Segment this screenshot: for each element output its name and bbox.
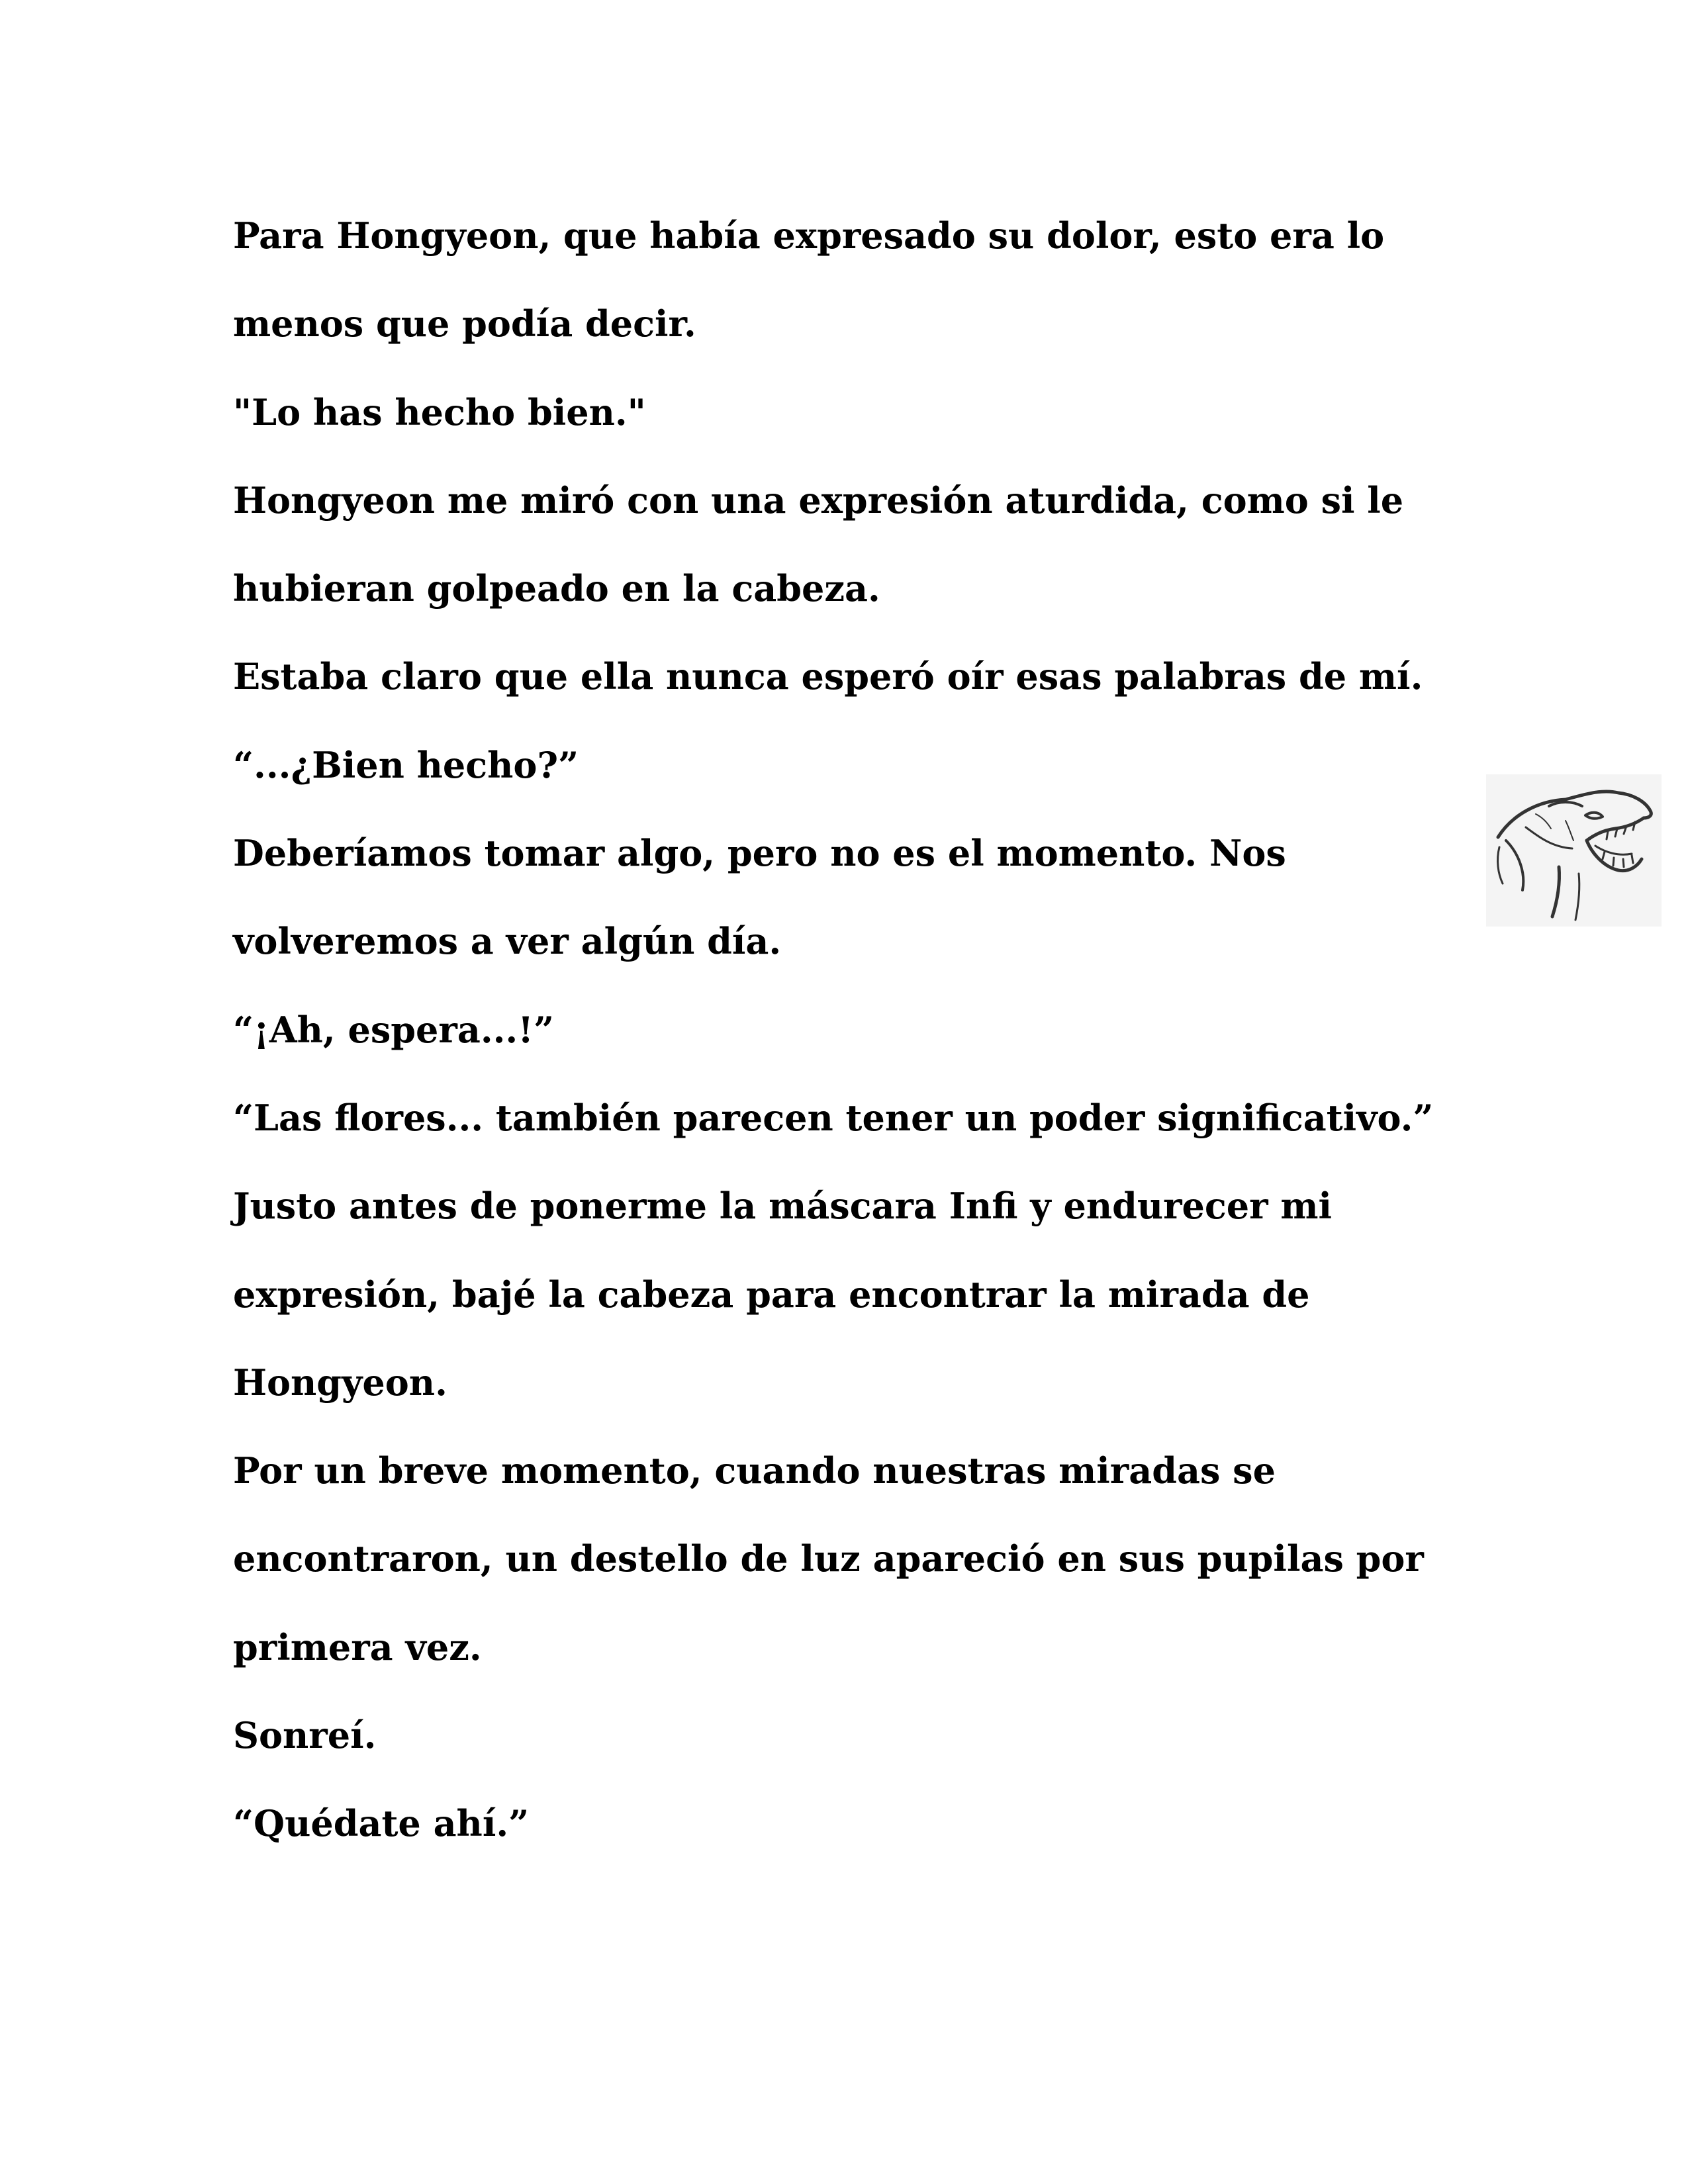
text-line: Sonreí.	[233, 1714, 377, 1757]
text-line: “...¿Bien hecho?”	[233, 743, 579, 786]
text-line: hubieran golpeado en la cabeza.	[233, 567, 880, 610]
text-line: Estaba claro que ella nunca esperó oír esas palabras de mí.	[233, 655, 1423, 698]
text-line: "Lo has hecho bien."	[233, 390, 646, 433]
dinosaur-head-icon	[1486, 774, 1662, 927]
text-line: encontraron, un destello de luz apareció en sus pupilas por	[233, 1537, 1424, 1580]
text-line: volveremos a ver algún día.	[233, 920, 782, 963]
text-line: Hongyeon.	[233, 1361, 447, 1404]
text-line: Justo antes de ponerme la máscara Infi y endurecer mi	[233, 1185, 1333, 1228]
text-line: “Quédate ahí.”	[233, 1802, 530, 1845]
document-body	[233, 192, 1491, 1868]
text-line: Para Hongyeon, que había expresado su dolor, esto era lo	[233, 214, 1385, 257]
text-line: menos que podía decir.	[233, 302, 696, 345]
text-line: “Las flores... también parecen tener un poder significativo.”	[233, 1096, 1434, 1139]
text-line: Por un breve momento, cuando nuestras miradas se	[233, 1449, 1276, 1492]
text-line: Deberíamos tomar algo, pero no es el momento. Nos	[233, 832, 1286, 875]
text-line: “¡Ah, espera...!”	[233, 1008, 554, 1051]
text-line: expresión, bajé la cabeza para encontrar la mirada de	[233, 1273, 1310, 1316]
text-line: primera vez.	[233, 1625, 482, 1668]
text-line: Hongyeon me miró con una expresión aturdida, como si le	[233, 478, 1404, 522]
